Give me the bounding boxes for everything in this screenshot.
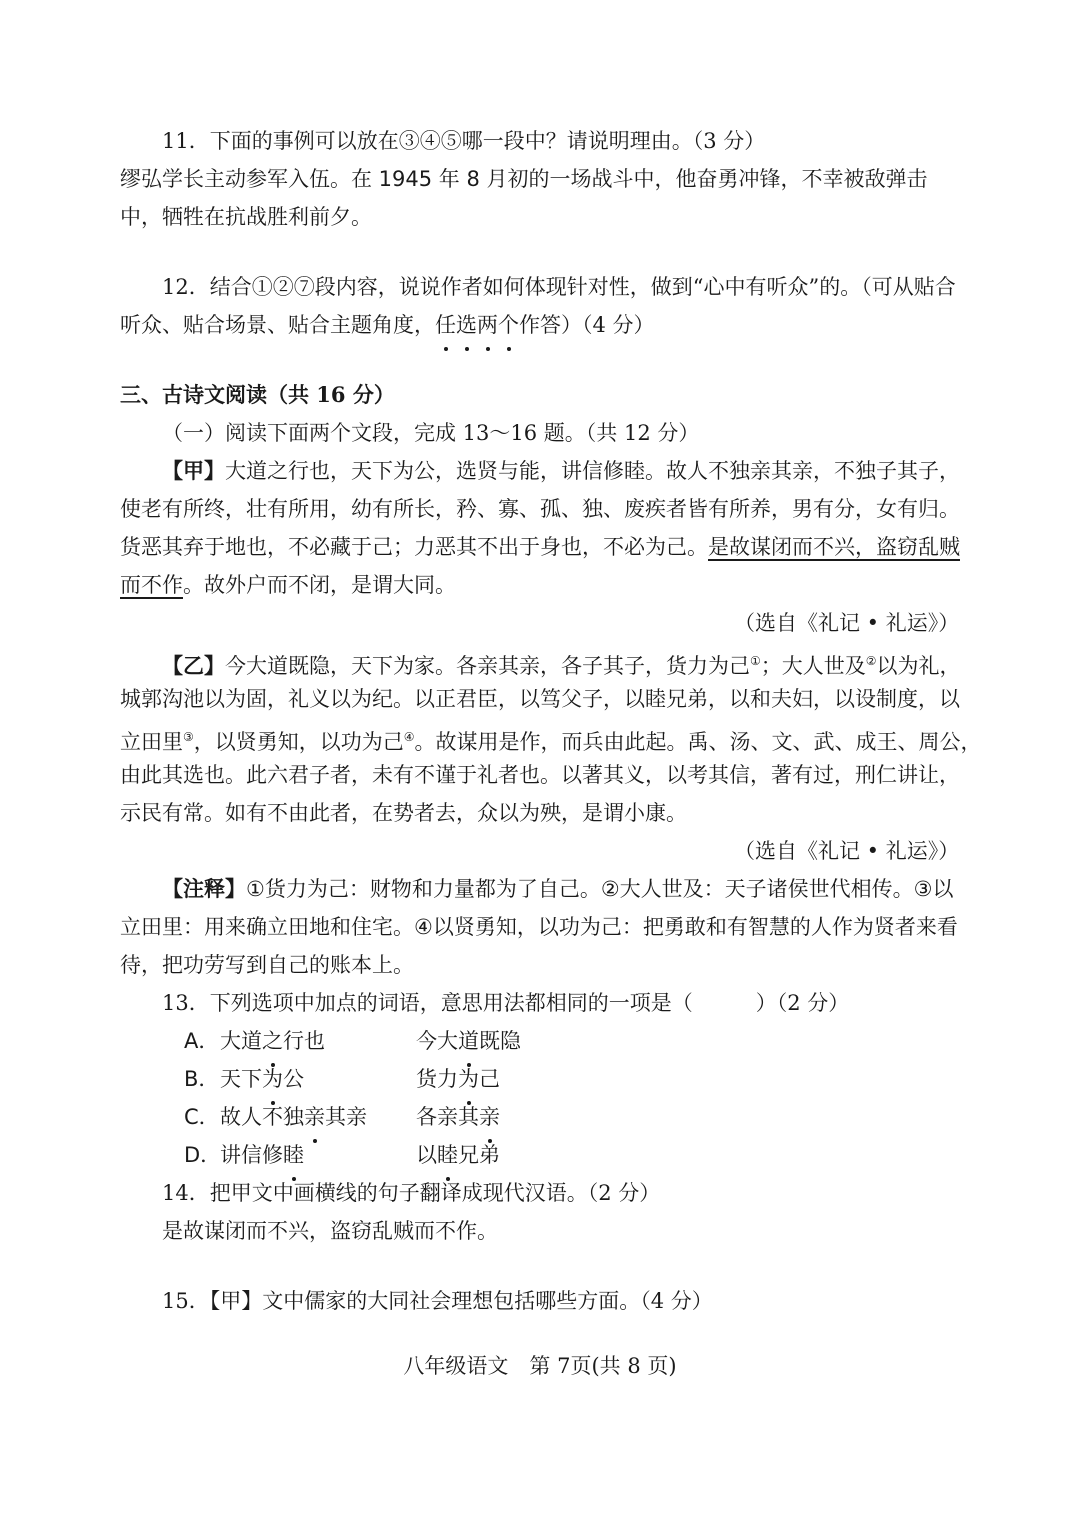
emphasis-char: 睦 [437,1136,458,1174]
yi-line1-text-b: ；大人世及 [760,654,866,678]
yi-line1 [162,642,961,685]
yi-line5: 示民有常。如有不由此者，在势者去，众以为殃，是谓小康。 [120,801,687,825]
option-d-left [220,1136,304,1174]
yi-line3-text-c: 。故谋用是作，而兵由此起。禹、汤、文、武、成王、周公， [414,730,982,754]
option-letter: C． [184,1105,220,1129]
emphasis-char: 两 [477,306,498,344]
q12-line2 [120,306,655,344]
emphasis-char: 选 [456,306,477,344]
option-text: 大道 [220,1029,262,1053]
jia-line4 [120,566,456,604]
emphasis-char: 道 [458,1022,479,1060]
q11-example-line1: 缪弘学长主动参军入伍。在 1945 年 8 月初的一场战斗中，他奋勇冲锋，不幸被敌弹击 [120,167,928,191]
section-subtitle: （一）阅读下面两个文段，完成 13～16 题。（共 12 分） [162,421,700,445]
q14-sentence: 是故谋闭而不兴，盗窃乱贼而不作。 [162,1219,498,1243]
note-ref: ② [865,654,877,668]
option-text: 今大 [416,1029,458,1053]
q14-question: 14．把甲文中画横线的句子翻译成现代汉语。（2 分） [162,1181,661,1205]
option-d-right [416,1136,500,1174]
notes-label: 【注释】 [162,877,246,901]
yi-line3-text-a: 立田里 [120,730,183,754]
option-text: 故人不独 [220,1105,304,1129]
jia-line1 [162,452,960,490]
note-ref: ① [750,654,761,668]
jia-underlined-sentence-part1: 是故谋闭而不兴，盗窃乱贼 [708,535,960,559]
q15-question: 15．【甲】文中儒家的大同社会理想包括哪些方面。（4 分） [162,1289,713,1313]
note-ref: ④ [403,730,415,744]
emphasis-char: 为 [458,1060,479,1098]
jia-label: 【甲】 [162,459,225,483]
q12-line1: 12．结合①②⑦段内容，说说作者如何体现针对性，做到“心中有听众”的。（可从贴合 [162,275,956,299]
yi-line2: 城郭沟池以为固，礼义以为纪。以正君臣，以笃父子，以睦兄弟，以和夫妇，以设制度，以 [120,687,960,711]
option-text: 行也 [283,1029,325,1053]
option-text: 其亲 [325,1105,367,1129]
option-letter: D． [184,1143,222,1167]
yi-source: （选自《礼记 • 礼运》） [734,839,960,863]
q12-line2-text-a: 听众、贴合场景、贴合主题角度， [120,313,435,337]
option-text: 天下 [220,1067,262,1091]
yi-line3-text-b: ，以贤勇知，以功为己 [193,730,404,754]
emphasis-char: 之 [262,1022,283,1060]
q12-line2-text-b: 作答）（4 分） [519,313,655,337]
note-ref: ③ [183,730,194,744]
option-text: 讲信修 [220,1143,283,1167]
emphasis-char: 亲 [479,1098,500,1136]
option-c-left [220,1098,367,1136]
notes-line1 [162,870,953,908]
emphasis-char: 睦 [283,1136,304,1174]
option-a-left [220,1022,325,1060]
option-letter: B． [184,1067,220,1091]
jia-line3-text: 货恶其弃于地也，不必藏于己；力恶其不出于身也，不必为己。 [120,535,708,559]
option-b-left [220,1060,304,1098]
q11-question: 11．下面的事例可以放在③④⑤哪一段中？请说明理由。（3 分） [162,129,766,153]
jia-line2: 使老有所终，壮有所用，幼有所长，矜、寡、孤、独、废疾者皆有所养，男有分，女有归。 [120,497,960,521]
jia-underlined-sentence-part2: 而不作 [120,573,183,597]
q11-example-line2: 中，牺牲在抗战胜利前夕。 [120,205,372,229]
option-text: 既隐 [479,1029,521,1053]
q13-question: 13．下列选项中加点的词语，意思用法都相同的一项是（ ）（2 分） [162,991,850,1015]
notes-line3: 待，把功劳写到自己的账本上。 [120,953,414,977]
emphasis-char: 任 [435,306,456,344]
yi-label: 【乙】 [162,654,225,678]
option-text: 兄弟 [458,1143,500,1167]
option-text: 各亲其 [416,1105,479,1129]
option-text: 以 [416,1143,437,1167]
jia-line3 [120,528,960,566]
option-b-right [416,1060,500,1098]
yi-line1-text-a: 今大道既隐，天下为家。各亲其亲，各子其子，货力为己 [225,654,750,678]
jia-source: （选自《礼记 • 礼运》） [734,611,960,635]
option-text: 公 [283,1067,304,1091]
emphasis-char: 个 [498,306,519,344]
option-letter: A． [184,1029,220,1053]
yi-line4: 由此其选也。此六君子者，未有不谨于礼者也。以著其义，以考其信，著有过，刑仁讲让， [120,763,960,787]
emphasis-char: 亲 [304,1098,325,1136]
yi-line1-text-c: 以为礼， [876,654,961,678]
page-footer: 八年级语文 第 7页(共 8 页) [403,1354,677,1378]
emphasis-char: 为 [262,1060,283,1098]
jia-line4-text: 。故外户而不闭，是谓大同。 [183,573,456,597]
option-text: 己 [479,1067,500,1091]
option-text: 货力 [416,1067,458,1091]
yi-line3 [120,718,982,761]
notes-line1-text: ①货力为己：财物和力量都为了自己。②大人世及：天子诸侯世代相传。③以 [246,877,954,901]
section-title: 三、古诗文阅读（共 16 分） [120,382,395,407]
option-a-right [416,1022,521,1060]
option-c-right [416,1098,500,1136]
notes-line2: 立田里：用来确立田地和住宅。④以贤勇知，以功为己：把勇敢和有智慧的人作为贤者来看 [120,915,958,939]
jia-line1-text: 大道之行也，天下为公，选贤与能，讲信修睦。故人不独亲其亲，不独子其子， [225,459,960,483]
